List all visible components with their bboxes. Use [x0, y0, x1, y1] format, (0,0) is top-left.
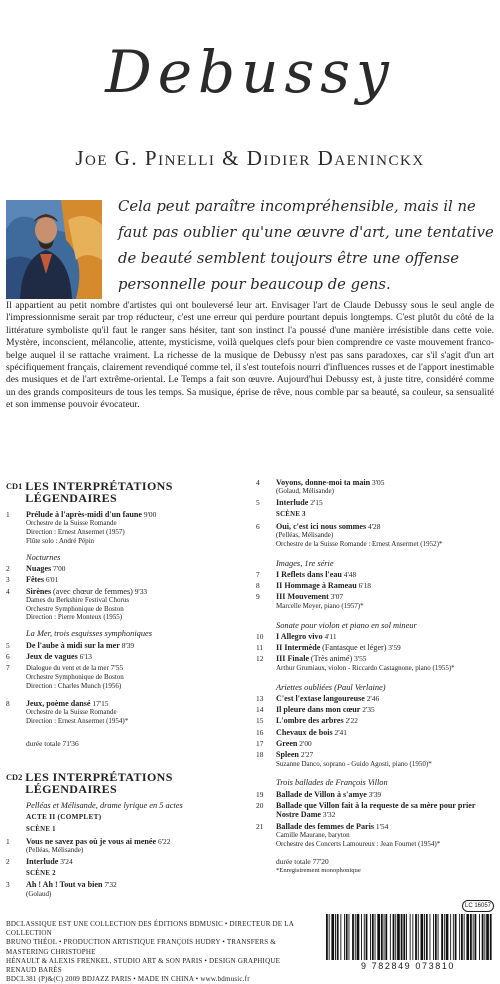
track-number: 19 — [256, 789, 264, 799]
cd1-heading — [6, 480, 242, 504]
cd-title: LES INTERPRÉTATIONS LÉGENDAIRES — [25, 769, 173, 796]
track-duration: 6'13 — [79, 651, 92, 661]
total-duration: durée totale 77'20 — [276, 856, 329, 866]
track-number: 7 — [6, 663, 10, 673]
barcode-bar — [335, 914, 336, 960]
track-title: II Intermède — [276, 643, 321, 653]
barcode-bar — [453, 914, 454, 960]
track-number: 2 — [6, 856, 10, 866]
barcode-bar — [337, 914, 339, 960]
track-duration: 1'54 — [375, 821, 389, 831]
barcode-bar — [484, 914, 485, 960]
intro-text: Il appartient au petit nombre d'artistes qui ont bouleversé leur art. Envisager l'art de Claude Debussy sous le seul angle de l'impressionnisme serait par trop réducteur, c'est une erreur qui perdure pourtant depuis longtemps. C'est plutôt du côté de la littérature symboliste qu'il faut le ranger sans hésiter, tant son instinct l'a poussé d'une manière irrésistible dans cette voie. Mystère, inconscient, mélancolie, attente, mysticisme, voilà quelques clefs pour bien comprendre ce vaste mouvement franco-belge auquel il se rattache vraiment. La richesse de la musique de Debussy n'est pas sans paradoxes, car s'il s'agit d'un art spécifiquement français, clairement revendiqué comme tel, il s'est toutefois nourri d'influences russes et de l'apport inestimable des musiques et de l'art extrême-oriental. Le Temps a fait son œuvre. Aujourd'hui Debussy est, à juste titre, considéré comme un des grands compositeurs de tous les temps. Sa musique, éprise de rêve, nous comble par sa beauté, sa couleur, sa sensualité et son immense pouvoir évocateur. — [6, 300, 494, 411]
barcode-bars — [322, 914, 494, 960]
track-title: Chevaux de bois — [276, 727, 333, 737]
track — [6, 857, 242, 866]
barcode-bar — [361, 914, 362, 960]
track-number: 1 — [6, 836, 10, 846]
cd-number: CD1 — [6, 482, 23, 491]
track-title: Sirènes — [26, 586, 52, 596]
barcode-bar — [370, 914, 371, 960]
section-label: Images, 1re série — [276, 558, 334, 568]
track-number: 3 — [6, 575, 10, 585]
credits-line: BDCL381 (P)&(C) 2009 BDJAZZ PARIS • MADE IN CHINA • www.bdmusic.fr — [6, 975, 250, 984]
track-detail: Orchestre de la Suisse Romande : Ernest Ansermet (1952)* — [276, 539, 443, 548]
track-number: 4 — [6, 586, 10, 596]
track-duration: 2'00 — [299, 739, 312, 749]
track-subtitle: (Fantasque et léger) — [322, 643, 387, 653]
track-duration: 2'41 — [334, 727, 347, 737]
barcode-bar — [426, 914, 428, 960]
cd-title: LES INTERPRÉTATIONS LÉGENDAIRES — [25, 479, 173, 505]
barcode-bar — [352, 914, 354, 960]
track-subtitle: (Très animé) — [310, 654, 353, 664]
track-duration: 6'22 — [157, 836, 171, 846]
track-number: 15 — [256, 716, 264, 726]
track-number: 16 — [256, 727, 264, 737]
track-number: 6 — [6, 651, 10, 661]
barcode-bar — [479, 914, 480, 960]
track — [256, 498, 494, 507]
barcode-bar — [470, 914, 472, 960]
track — [6, 575, 242, 584]
track — [6, 837, 242, 855]
barcode-bar — [435, 914, 437, 960]
track-duration: 2'35 — [362, 705, 375, 715]
barcode-bar — [455, 914, 457, 960]
track-title: Il pleure dans mon cœur — [276, 705, 361, 715]
barcode-bar — [464, 914, 465, 960]
track-detail: Orchestre de la Suisse Romande — [26, 519, 117, 528]
barcode-bar — [430, 914, 431, 960]
barcode-bar — [401, 914, 403, 960]
credits-line: HÉNAULT & ALEXIS FRENKEL, STUDIO ART & SON PARIS • DESIGN GRAPHIQUE RENAUD BARÈS — [6, 956, 281, 975]
barcode-bar — [331, 914, 334, 960]
track — [256, 822, 494, 849]
cd-number: CD2 — [6, 772, 23, 782]
track-title: III Finale — [276, 654, 310, 664]
section-label: Ariettes oubliées (Paul Verlaine) — [276, 682, 386, 692]
section-label: Nocturnes — [26, 552, 61, 562]
track-title: III Mouvement — [276, 592, 329, 602]
track-title: Prélude à l'après-midi d'un faune — [26, 510, 143, 519]
barcode-bar — [372, 914, 374, 960]
track-subtitle: (avec chœur de femmes) — [53, 586, 133, 596]
barcode — [322, 914, 494, 974]
authors: Joe G. Pinelli & Didier Daeninckx — [75, 146, 425, 170]
track — [256, 801, 494, 820]
track-number: 8 — [256, 581, 260, 591]
track-title: L'ombre des arbres — [276, 716, 344, 726]
barcode-bar — [446, 914, 449, 960]
track — [256, 705, 494, 714]
barcode-bar — [438, 914, 439, 960]
barcode-bar — [385, 914, 387, 960]
scene-label: SCÈNE 1 — [26, 826, 56, 834]
track-title: II Hommage à Rameau — [276, 581, 357, 591]
track-duration: 4'11 — [324, 631, 337, 641]
track-duration: 7'00 — [53, 563, 66, 573]
barcode-bar — [486, 914, 489, 960]
track-number: 9 — [256, 592, 260, 602]
barcode-bar — [412, 914, 413, 960]
track-detail: Orchestre de la Suisse Romande — [26, 707, 117, 716]
track-number: 4 — [256, 478, 260, 487]
barcode-bar — [403, 914, 405, 960]
credits-line: BRUNO THÉOL • PRODUCTION ARTISTIQUE FRANÇOIS HUDRY • TRANSFERS & MASTERING CHRISTOPHE — [6, 938, 276, 956]
track-title: De l'aube à midi sur la mer — [26, 640, 120, 650]
track — [256, 694, 494, 703]
track-detail: Camille Maurane, baryton — [276, 830, 350, 839]
track-number: 21 — [256, 821, 264, 831]
barcode-bar — [421, 914, 424, 960]
barcode-bar — [377, 914, 380, 960]
track-detail: Orchestre des Concerts Lamoureux : Jean Fournet (1954)* — [276, 839, 441, 848]
track-duration: 3'59 — [388, 643, 401, 653]
cd2-heading — [6, 771, 242, 795]
track-title: C'est l'extase langoureuse — [276, 693, 365, 703]
tracklist-right — [256, 472, 494, 875]
track — [256, 643, 494, 652]
track-title: Ballade que Villon fait à la requeste de sa mère pour prier Nostre Dame — [276, 801, 476, 820]
barcode-bar — [381, 914, 383, 960]
track-number: 10 — [256, 631, 264, 641]
track-number: 13 — [256, 693, 264, 703]
track-title: I Allegro vivo — [276, 631, 323, 641]
track-number: 20 — [256, 801, 264, 811]
track-title: Spleen — [276, 750, 299, 760]
track-title: Interlude — [26, 856, 59, 866]
track-number: 11 — [256, 643, 264, 653]
act-label: ACTE II (COMPLET) — [26, 813, 102, 822]
barcode-bar — [450, 914, 451, 960]
track-detail: Flûte solo : André Pépin — [26, 536, 95, 545]
track-title: Jeux de vagues — [26, 651, 78, 661]
track-duration: 2'15 — [310, 498, 323, 508]
track-number: 1 — [6, 510, 10, 519]
track-title: Dialogue du vent et de la mer — [26, 664, 109, 673]
track-number: 17 — [256, 739, 264, 749]
track-duration: 3'32 — [322, 810, 336, 820]
track — [256, 654, 494, 672]
barcode-bar — [355, 914, 356, 960]
section-label: Pelléas et Mélisande, drame lyrique en 5 actes — [26, 800, 183, 810]
track — [256, 581, 494, 590]
label-code-logo: LC 16057 — [462, 900, 494, 912]
barcode-bar — [466, 914, 469, 960]
track-detail: Direction : Ernest Ansermet (1957) — [26, 528, 125, 537]
track-duration: 3'55 — [354, 654, 367, 664]
track-detail: (Pelléas, Mélisande) — [26, 845, 84, 854]
barcode-bar — [490, 914, 492, 960]
barcode-bar — [424, 914, 425, 960]
track — [256, 750, 494, 768]
barcode-bar — [441, 914, 443, 960]
track — [256, 522, 494, 549]
track-title: Jeux, poème dansé — [26, 698, 91, 708]
footnote: *Enregistrement monophonique — [276, 866, 361, 874]
track-duration: 7'32 — [104, 880, 117, 890]
track-number: 2 — [6, 563, 10, 573]
track-number: 18 — [256, 750, 264, 760]
section-label: Sonate pour violon et piano en sol mineur — [276, 620, 417, 630]
track-title: Voyons, donne-moi ta main — [276, 478, 371, 487]
track-detail: Suzanne Danco, soprano - Guido Agosti, piano (1950)* — [276, 759, 432, 768]
barcode-bar — [326, 914, 328, 960]
barcode-bar — [346, 914, 348, 960]
track — [256, 570, 494, 579]
track-title: Green — [276, 739, 298, 749]
track-title: Ah ! Ah ! Tout va bien — [26, 880, 103, 890]
track — [256, 716, 494, 725]
track-detail: Orchestre Symphonique de Boston — [26, 672, 124, 681]
track-detail: Direction : Pierre Monteux (1955) — [26, 613, 123, 622]
barcode-bar — [459, 914, 460, 960]
track-title: I Reflets dans l'eau — [276, 569, 342, 579]
track-duration: 9'33 — [134, 586, 148, 596]
barcode-bar — [393, 914, 395, 960]
track-duration: 3'07 — [330, 592, 344, 602]
track-duration: 7'55 — [110, 663, 124, 673]
track-detail: Dames du Berkshire Festival Chorus — [26, 595, 130, 604]
track — [6, 652, 242, 661]
track-detail: Orchestre Symphonique de Boston — [26, 604, 124, 613]
track-number: 8 — [6, 698, 10, 708]
track-duration: 9'00 — [143, 510, 157, 519]
track — [6, 564, 242, 573]
barcode-bar — [406, 914, 407, 960]
track-number: 3 — [6, 880, 10, 890]
barcode-number: 9 782849 073810 — [360, 961, 456, 971]
track-duration: 6'18 — [358, 581, 371, 591]
track — [6, 587, 242, 623]
track — [256, 632, 494, 641]
track-number: 5 — [6, 640, 10, 650]
barcode-bar — [395, 914, 396, 960]
track-title: Interlude — [276, 498, 309, 508]
track-detail: (Golaud, Mélisande) — [276, 487, 334, 496]
barcode-bar — [482, 914, 484, 960]
barcode-bar — [357, 914, 360, 960]
track — [6, 699, 242, 726]
track-duration: 4'28 — [368, 521, 381, 531]
barcode-bar — [444, 914, 445, 960]
scene-label: SCÈNE 3 — [276, 511, 306, 519]
track-title: Vous ne savez pas où je vous ai menée — [26, 836, 157, 846]
track — [6, 510, 242, 546]
track-detail: Arthur Grumiaux, violon - Riccardo Castagnone, piano (1955)* — [276, 663, 455, 672]
track-duration: 2'27 — [300, 750, 314, 760]
track-title: Ballade de Villon à s'amye — [276, 789, 367, 799]
section-label: La Mer, trois esquisses symphoniques — [26, 629, 153, 639]
credits-line: BDCLASSIQUE EST UNE COLLECTION DES ÉDITIONS BDMUSIC • DIRECTEUR DE LA COLLECTION — [6, 920, 294, 938]
track — [6, 663, 242, 690]
track-number: 12 — [256, 654, 264, 664]
track — [6, 641, 242, 650]
track-duration: 3'39 — [368, 789, 382, 799]
total-duration: durée totale 71'36 — [26, 739, 79, 749]
track-number: 5 — [256, 498, 260, 508]
track-duration: 8'39 — [121, 640, 135, 650]
track-duration: 2'46 — [366, 693, 380, 703]
barcode-bar — [418, 914, 419, 960]
barcode-bar — [375, 914, 376, 960]
tracklist-left — [6, 472, 242, 898]
barcode-bar — [410, 914, 411, 960]
track-detail: Marcelle Meyer, piano (1957)* — [276, 601, 364, 610]
barcode-bar — [473, 914, 474, 960]
barcode-bar — [415, 914, 417, 960]
track-duration: 3'05 — [372, 478, 385, 487]
quote: Cela peut paraître incompréhensible, mais il ne faut pas oublier qu'une œuvre d'art, une tentative de beauté semblent toujours être une offense personnelle pour beaucoup de gens. — [118, 198, 494, 293]
barcode-bar — [349, 914, 350, 960]
track-title: Fêtes — [26, 575, 44, 585]
barcode-bar — [340, 914, 341, 960]
track — [6, 880, 242, 898]
track-detail: Direction : Ernest Ansermet (1954)* — [26, 716, 129, 725]
barcode-bar — [329, 914, 330, 960]
barcode-bar — [475, 914, 477, 960]
barcode-bar — [384, 914, 385, 960]
track — [256, 592, 494, 610]
scene-label: SCÈNE 2 — [26, 870, 56, 878]
track-duration: 6'01 — [45, 575, 59, 585]
track-title: Ballade des femmes de Paris — [276, 821, 375, 831]
barcode-bar — [390, 914, 391, 960]
track-duration: 17'15 — [92, 698, 109, 708]
track — [256, 478, 494, 496]
track-detail: (Golaud) — [26, 889, 52, 898]
track-duration: 4'48 — [343, 569, 357, 579]
track-duration: 3'24 — [60, 856, 73, 866]
credits-footer — [6, 920, 306, 984]
track-detail: (Pelléas, Mélisande) — [276, 530, 334, 539]
section-label: Trois ballades de François Villon — [276, 778, 388, 788]
barcode-bar — [397, 914, 400, 960]
barcode-bar — [433, 914, 434, 960]
barcode-bar — [344, 914, 345, 960]
track — [256, 728, 494, 737]
barcode-bar — [366, 914, 368, 960]
barcode-bar — [364, 914, 365, 960]
track-title: Oui, c'est ici nous sommes — [276, 521, 367, 531]
track-title: Nuages — [26, 563, 52, 573]
track-detail: Direction : Charles Munch (1956) — [26, 681, 122, 690]
track-number: 14 — [256, 705, 264, 715]
track-number: 7 — [256, 569, 260, 579]
track — [256, 790, 494, 799]
painting-image — [6, 200, 102, 299]
barcode-bar — [461, 914, 463, 960]
page-title: Debussy — [105, 38, 395, 106]
track-number: 6 — [256, 521, 260, 531]
track-duration: 2'22 — [345, 716, 358, 726]
track — [256, 739, 494, 748]
